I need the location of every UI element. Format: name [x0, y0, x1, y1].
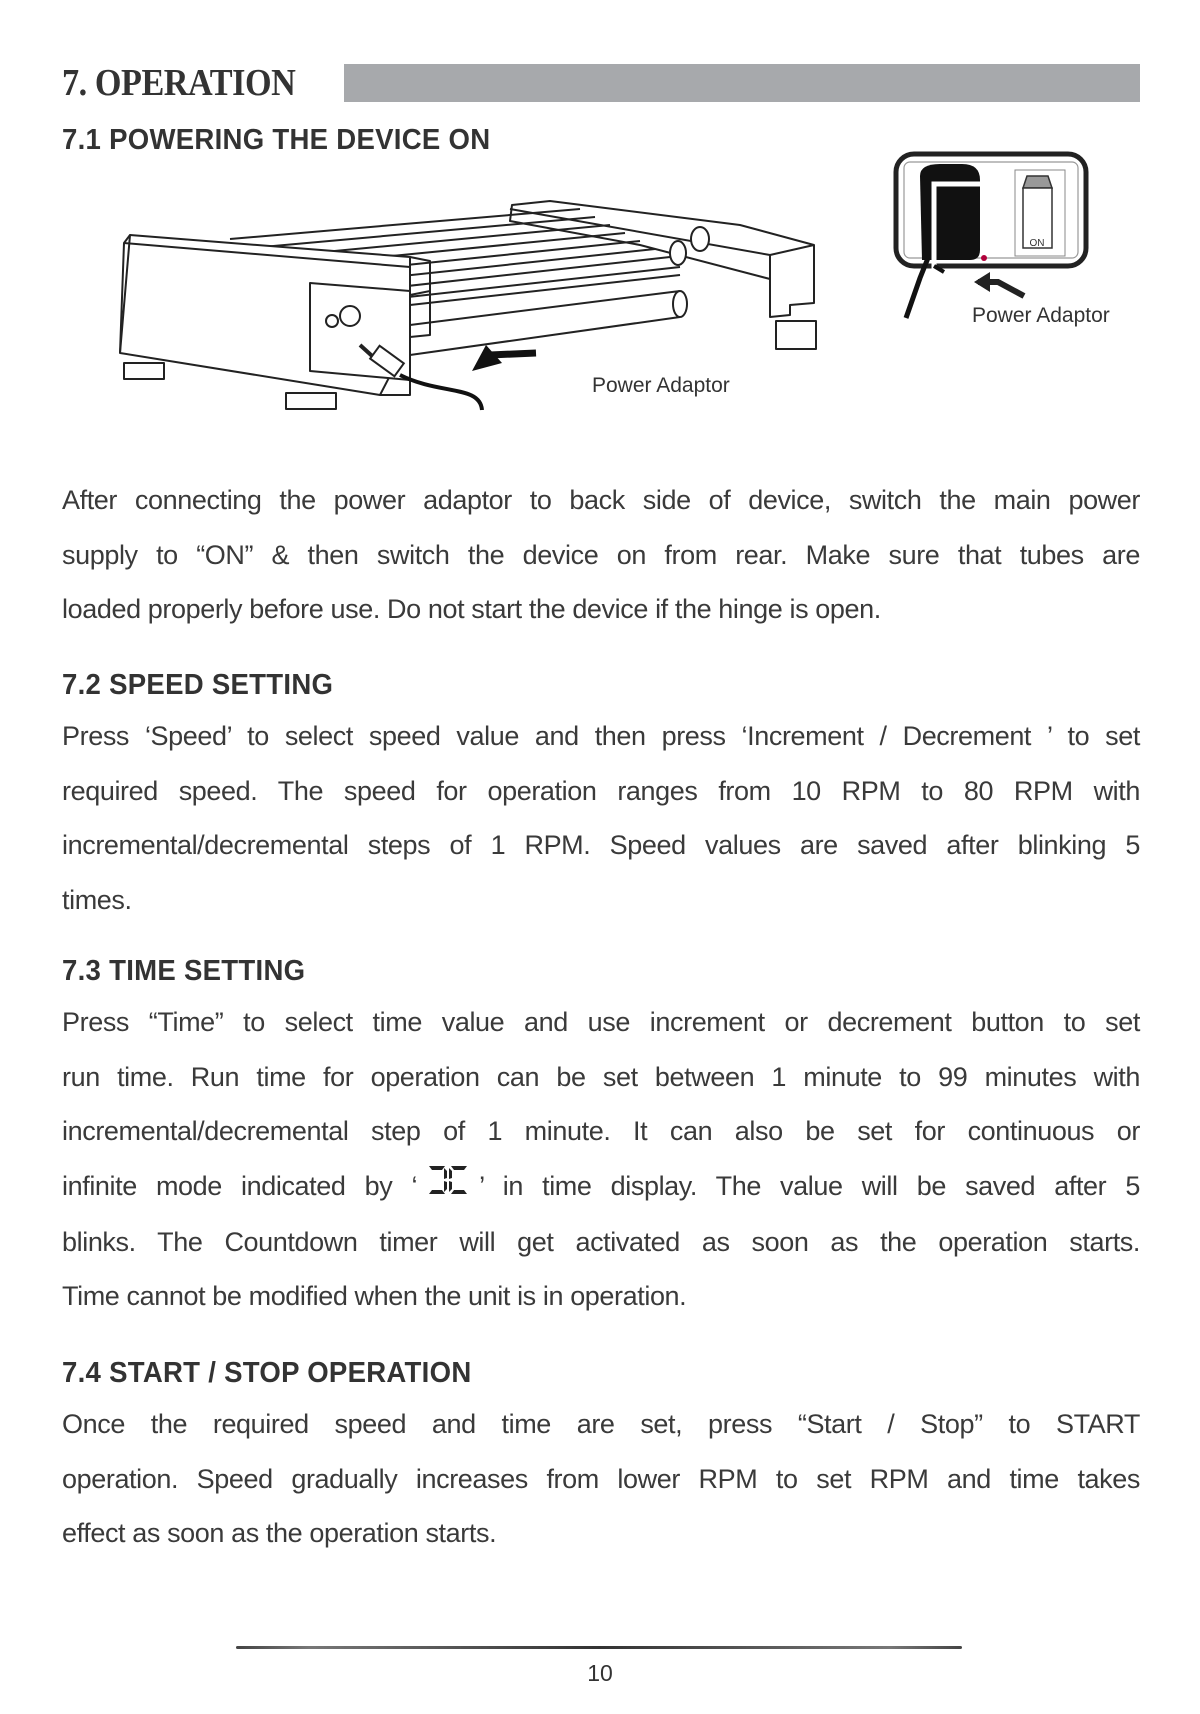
paragraph-line: Once the required speed and time are set, press “Start / Stop” to START	[62, 1409, 1140, 1439]
section-paragraph-time-setting	[62, 995, 1140, 1324]
paragraph-line: operation. Speed gradually increases from lower RPM to set RPM and time takes	[62, 1463, 1140, 1494]
section-paragraph-speed-setting	[62, 709, 1140, 927]
paragraph-line: supply to “ON” & then switch the device on from rear. Make sure that tubes are	[62, 539, 1140, 570]
section-heading-start-stop: 7.4 START / STOP OPERATION	[62, 1357, 472, 1389]
section-heading-powering-on: 7.1 POWERING THE DEVICE ON	[62, 124, 491, 156]
arrow-to-plug-icon	[974, 272, 1024, 296]
paragraph-line: incremental/decremental steps of 1 RPM. Speed values are saved after blinking 5	[62, 830, 1140, 860]
chapter-title: 7. OPERATION	[62, 62, 296, 104]
paragraph-line: loaded properly before use. Do not start the device if the hinge is open.	[62, 594, 881, 624]
section-paragraph-start-stop	[62, 1397, 1140, 1561]
section-paragraph-powering-on	[62, 473, 1140, 637]
paragraph-line: effect as soon as the operation starts.	[62, 1518, 497, 1548]
paragraph-line: After connecting the power adaptor to back side of device, switch the main power	[62, 485, 1140, 515]
infinite-mode-segment-icon	[427, 1160, 469, 1215]
paragraph-line: blinks. The Countdown timer will get activated as soon as the operation starts.	[62, 1226, 1140, 1257]
page-number: 10	[587, 1660, 613, 1686]
chapter-header	[62, 60, 1140, 106]
paragraph-line: incremental/decremental step of 1 minute. It can also be set for continuous or	[62, 1116, 1140, 1146]
footer-divider	[236, 1646, 962, 1649]
paragraph-line: Time cannot be modified when the unit is in operation.	[62, 1281, 687, 1312]
icon-line-after: ’ in time display. The value will be saved after 5	[479, 1170, 1140, 1201]
paragraph-line: required speed. The speed for operation ranges from 10 RPM to 80 RPM with	[62, 775, 1140, 806]
chapter-title-bar	[344, 64, 1140, 102]
paragraph-line-with-icon	[62, 1159, 1140, 1215]
paragraph-line: times.	[62, 884, 132, 915]
power-switch-icon	[1015, 170, 1065, 256]
section-heading-time-setting: 7.3 TIME SETTING	[62, 955, 306, 987]
icon-line-before: infinite mode indicated by ‘	[62, 1170, 418, 1201]
switch-on-label: ON	[1029, 238, 1045, 249]
roller-mixer-device-illustration	[110, 195, 830, 455]
arrow-to-adaptor-icon	[472, 345, 536, 371]
paragraph-line: run time. Run time for operation can be set between 1 minute to 99 minutes with	[62, 1061, 1140, 1092]
device-adaptor-label: Power Adaptor	[592, 374, 730, 397]
paragraph-line: Press ‘Speed’ to select speed value and then press ‘Increment / Decrement ’ to set	[62, 721, 1140, 751]
wall-adaptor-label: Power Adaptor	[972, 304, 1110, 327]
paragraph-line: Press “Time” to select time value and use increment or decrement button to set	[62, 1007, 1140, 1037]
section-heading-speed-setting: 7.2 SPEED SETTING	[62, 669, 334, 701]
